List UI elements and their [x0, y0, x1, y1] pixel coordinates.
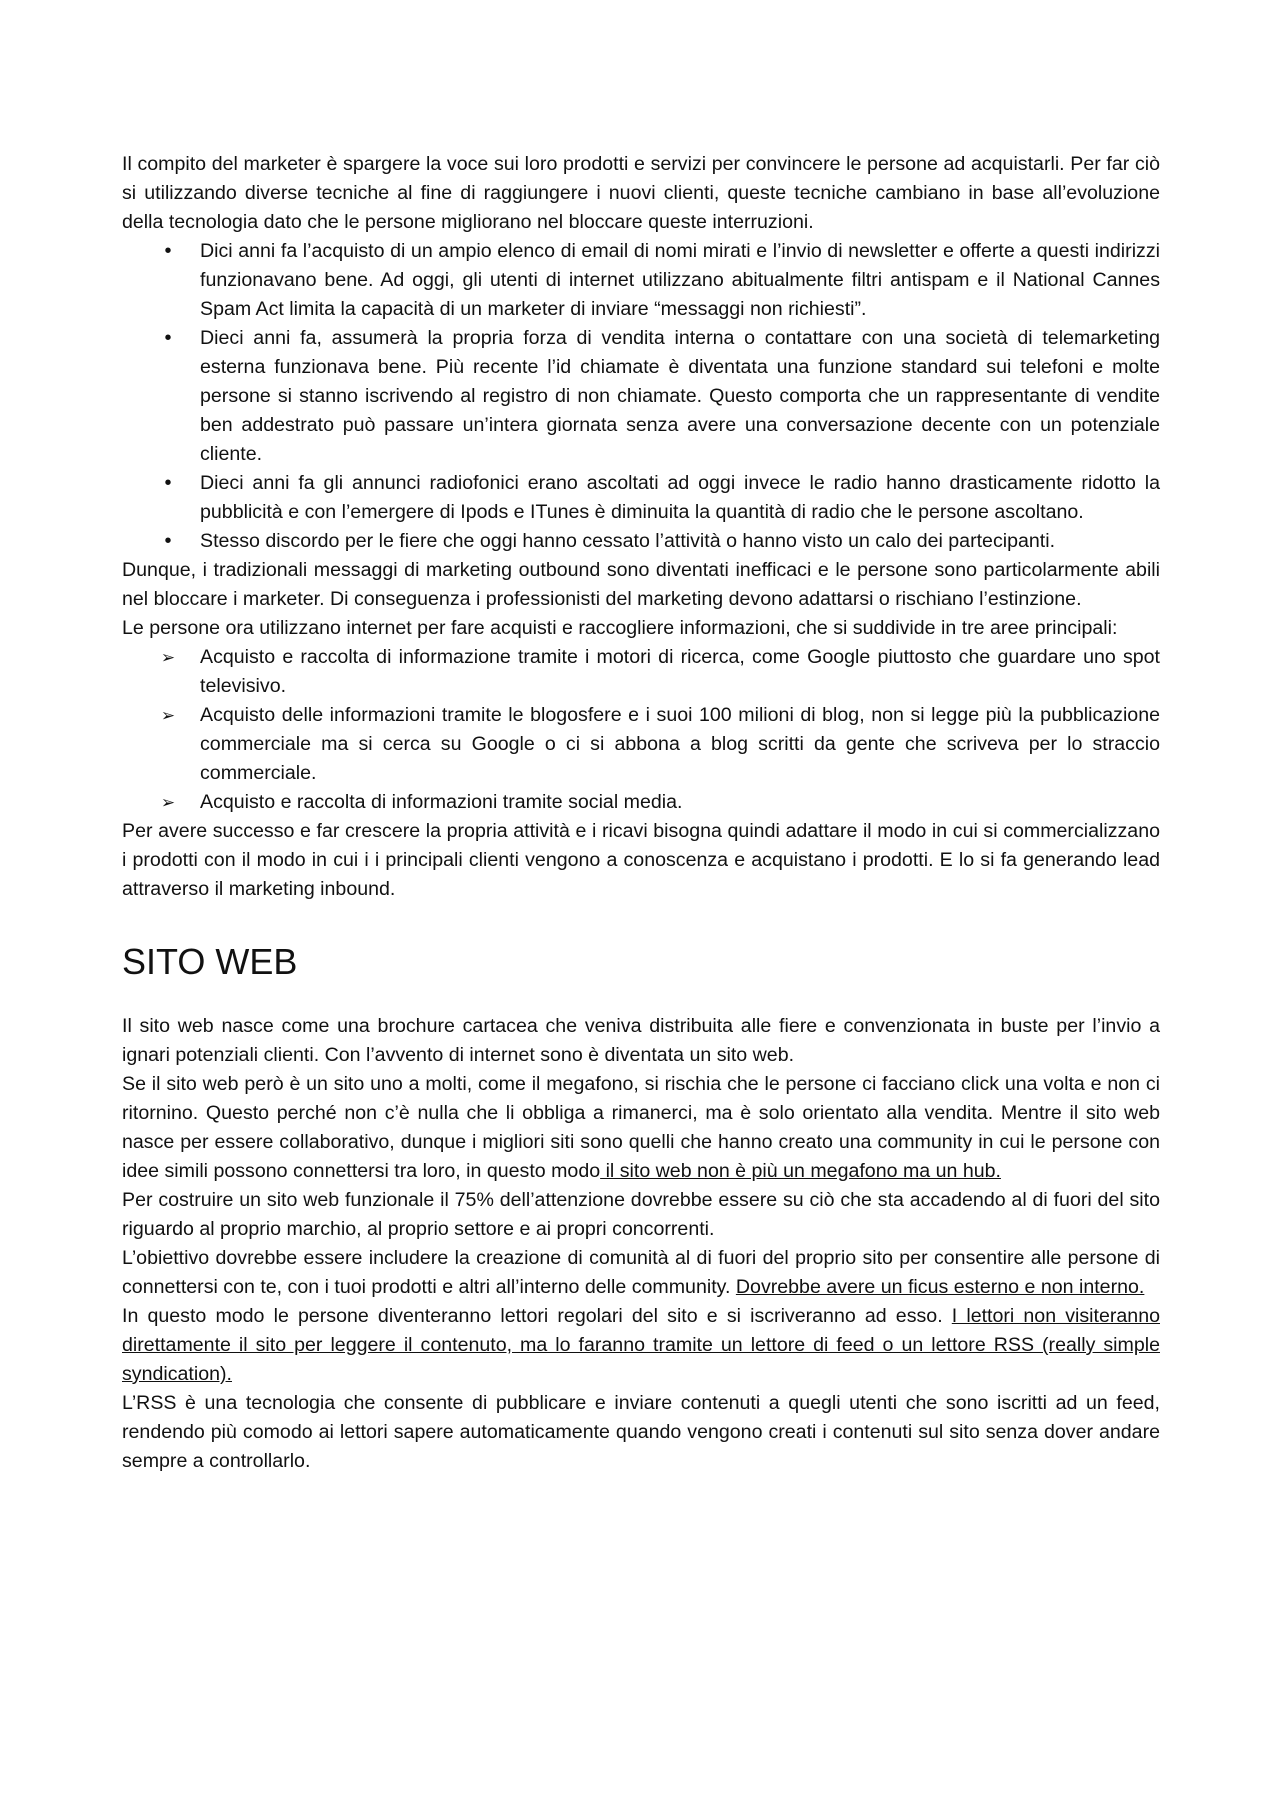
- list-item-text: Stesso discordo per le fiere che oggi hanno cessato l’attività o hanno visto un calo dei partecipanti.: [200, 530, 1056, 552]
- list-item-text: Acquisto delle informazioni tramite le blogosfere e i suoi 100 milioni di blog, non si legge più la pubblicazione commerciale ma si cerca su Google o ci si abbona a blog scritti da gente che scriveva per lo straccio commerciale.: [200, 704, 1160, 784]
- list-item-text: Dieci anni fa, assumerà la propria forza di vendita interna o contattare con una società di telemarketing esterna funzionava bene. Più recente l’id chiamate è diventata una funzione standard sui telefoni e molte persone si stanno iscrivendo al registro di non chiamate. Questo comporta che un rappresentante di vendite ben addestrato può passare un’intera giornata senza avere una conversazione decente con un potenziale cliente.: [200, 327, 1160, 465]
- readers-text: In questo modo le persone diventeranno lettori regolari del sito e si iscriveranno ad esso.: [122, 1305, 952, 1327]
- arrow-list: [122, 643, 1160, 817]
- bullet-list: [122, 237, 1160, 556]
- document-page: [122, 150, 1160, 1476]
- bullet-icon: •: [164, 240, 172, 262]
- list-item-text: Dieci anni fa gli annunci radiofonici erano ascoltati ad oggi invece le radio hanno drasticamente ridotto la pubblicità e con l’emergere di Ipods e ITunes è diminuita la quantità di radio che le persone ascoltano.: [200, 472, 1160, 523]
- list-item: [164, 527, 1160, 556]
- list-item: [160, 788, 1160, 817]
- list-item: [164, 469, 1160, 527]
- brochure-paragraph: Il sito web nasce come una brochure cartacea che veniva distribuita alle fiere e convenzionata in buste per l’invio a ignari potenziali clienti. Con l’avvento di internet sono è diventata un sito web.: [122, 1015, 1160, 1066]
- inbound-paragraph: Per avere successo e far crescere la propria attività e i ricavi bisogna quindi adattare il modo in cui si commercializzano i prodotti con il modo in cui i i principali clienti vengono a conoscenza e acquistano i prodotti. E lo si fa generando lead attraverso il marketing inbound.: [122, 820, 1160, 900]
- outbound-paragraph: Dunque, i tradizionali messaggi di marketing outbound sono diventati inefficaci e le persone sono particolarmente abili nel bloccare i marketer. Di conseguenza i professionisti del marketing devono adattarsi o rischiano l’estinzione.: [122, 559, 1160, 610]
- bullet-icon: •: [164, 472, 172, 494]
- list-item: [164, 324, 1160, 469]
- list-item: [164, 237, 1160, 324]
- community-paragraph: [122, 1244, 1160, 1302]
- bullet-icon: •: [164, 530, 172, 552]
- arrow-bullet-icon: ➢: [160, 793, 176, 812]
- list-item-text: Dici anni fa l’acquisto di un ampio elenco di email di nomi mirati e l’invio di newsletter e offerte a questi indirizzi funzionavano bene. Ad oggi, gli utenti di internet utilizzano abitualmente filtri antispam e il National Cannes Spam Act limita la capacità di un marketer di inviare “messaggi non richiesti”.: [200, 240, 1160, 320]
- intro-paragraph: Il compito del marketer è spargere la voce sui loro prodotti e servizi per convincere le persone ad acquistarli. Per far ciò si utilizzando diverse tecniche al fine di raggiungere i nuovi clienti, queste tecniche cambiano in base all’evoluzione della tecnologia dato che le persone migliorano nel bloccare queste interruzioni.: [122, 153, 1160, 233]
- list-item-text: Acquisto e raccolta di informazioni tramite social media.: [200, 791, 683, 813]
- section-heading: SITO WEB: [122, 941, 298, 982]
- community-text: L’obiettivo dovrebbe essere includere la creazione di comunità al di fuori del proprio sito per consentire alle persone di connettersi con te, con i tuoi prodotti e altri all’interno delle community.: [122, 1247, 1160, 1298]
- readers-paragraph: [122, 1302, 1160, 1389]
- list-item: [160, 701, 1160, 788]
- arrow-bullet-icon: ➢: [160, 706, 176, 725]
- bullet-icon: •: [164, 327, 172, 349]
- megaphone-paragraph: [122, 1070, 1160, 1186]
- rss-paragraph: L’RSS è una tecnologia che consente di pubblicare e inviare contenuti a quegli utenti che sono iscritti ad un feed, rendendo più comodo ai lettori sapere automaticamente quando vengono creati i contenuti sul sito senza dover andare sempre a controllarlo.: [122, 1392, 1160, 1472]
- rss-underlined-text: I lettori non visiteranno direttamente il sito per leggere il contenuto, ma lo faranno tramite un lettore di feed o un lettore RSS (really simple syndication).: [122, 1305, 1160, 1385]
- megaphone-text: Se il sito web però è un sito uno a molti, come il megafono, si rischia che le persone ci facciano click una volta e non ci ritornino. Questo perché non c’è nulla che li obbliga a rimanerci, ma è solo orientato alla vendita. Mentre il sito web nasce per essere collaborativo, dunque i migliori siti sono quelli che hanno creato una community in cui le persone con idee simili possono connettersi tra loro, in questo modo: [122, 1073, 1160, 1182]
- hub-underlined-text: il sito web non è più un megafono ma un hub.: [600, 1160, 1001, 1182]
- internet-areas-paragraph: Le persone ora utilizzano internet per fare acquisti e raccogliere informazioni, che si suddivide in tre aree principali:: [122, 617, 1118, 639]
- list-item: [160, 643, 1160, 701]
- arrow-bullet-icon: ➢: [160, 648, 176, 667]
- attention-paragraph: Per costruire un sito web funzionale il 75% dell’attenzione dovrebbe essere su ciò che sta accadendo al di fuori del sito riguardo al proprio marchio, al proprio settore e ai propri concorrenti.: [122, 1189, 1160, 1240]
- list-item-text: Acquisto e raccolta di informazione tramite i motori di ricerca, come Google piuttosto che guardare uno spot televisivo.: [200, 646, 1160, 697]
- focus-underlined-text: Dovrebbe avere un ficus esterno e non interno.: [735, 1276, 1145, 1298]
